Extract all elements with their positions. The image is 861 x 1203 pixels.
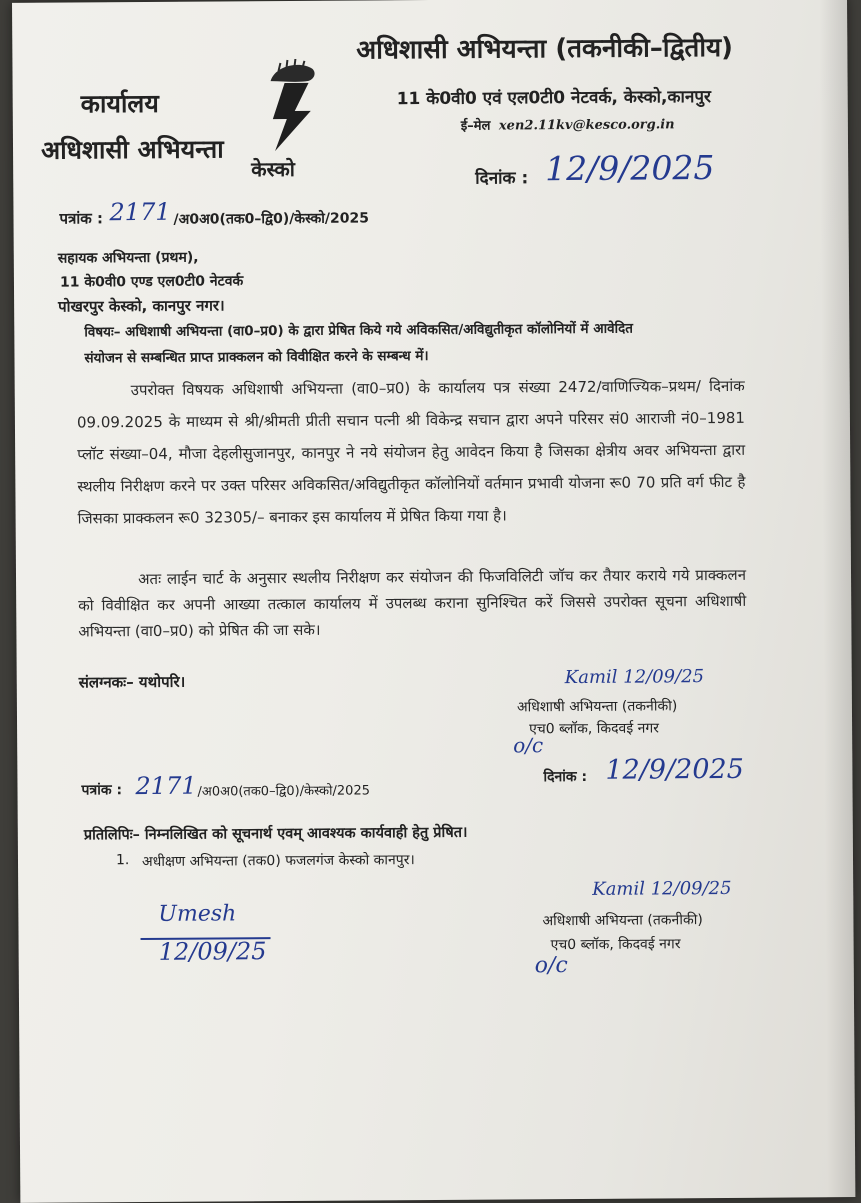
office-label: कार्यालय <box>80 88 159 119</box>
email-address: xen2.11kv@kesco.org.in <box>498 117 675 134</box>
copy-item-number: 1. <box>115 852 130 869</box>
signature-2-initials: o/c <box>534 953 568 979</box>
signature-1-initials: o/c <box>513 733 544 758</box>
network-line: 11 के0वी0 एवं एल0टी0 नेटवर्क, केस्को,कानपुर <box>396 87 712 110</box>
subject-line-2: संयोजन से सम्बन्धित प्राप्त प्राक्कलन को विवीक्षित करने के सम्बन्ध में। <box>84 348 429 367</box>
reference-suffix: /अ0अ0(तक0–द्वि0)/केस्को/2025 <box>173 210 370 228</box>
date-value: 12/9/2025 <box>545 148 715 189</box>
email-line <box>461 114 675 133</box>
reference-2-number: 2171 <box>135 771 197 801</box>
body-paragraph-2: अतः लाईन चार्ट के अनुसार स्थलीय निरीक्षण कर संयोजन की फिजविलिटी जॉच कर तैयार कराये गये प्राक्कलन को विवीक्षित कर अपनी आख्या तत्काल कार्यालय में उपलब्ध कराना सुनिश्चित करें जिससे उपरोक्त सूचना अधिशाषी अभियन्ता (वा0–प्र0) को प्रेषित की जा सके। <box>78 565 747 641</box>
signature-2-handwriting: Kamil 12/09/25 <box>592 877 732 900</box>
signature-1-handwriting: Kamil 12/09/25 <box>564 666 705 689</box>
designation-heading: अधिशासी अभियन्ता (तकनीकी–द्वितीय) <box>356 32 734 66</box>
reference-label: पत्रांक : <box>59 209 104 228</box>
addressee-line-2: 11 के0वी0 एण्ड एल0टी0 नेटवर्क <box>59 273 244 291</box>
letter-page <box>12 0 855 1203</box>
signature-2-address: एच0 ब्लॉक, किदवई नगर <box>550 936 681 954</box>
office-title: अधिशासी अभियन्ता <box>40 134 224 165</box>
body-paragraph-1: उपरोक्त विषयक अधिशाषी अभियन्ता (वा0–प्र0) के कार्यालय पत्र संख्या 2472/वाणिज्यिक–प्रथम/ दिनांक 09.09.2025 के माध्यम से श्री/श्रीमती प्रीती सचान पत्नी श्री विकेन्द्र सचान द्वारा अपने परिसर सं0 आराजी नं0–1981 प्लॉट संख्या–04, मौजा देहलीसुजानपुर, कानपुर ने नये संयोजन हेतु आवेदन किया है जिसका क्षेत्रीय अवर अभियन्ता द्वारा स्थलीय निरीक्षण करने पर उक्त परिसर अविकसित/अविद्युतीकृत कॉलोनियों वर्तमान प्रभावी योजना रू0 70 प्रति वर्ग फीट है जिसका प्राक्कलन रू0 32305/– बनाकर इस कार्यालय में प्रेषित किया गया है। <box>76 376 746 528</box>
date-2-label: दिनांक : <box>543 768 588 786</box>
copy-heading: प्रतिलिपिः– निम्नलिखित को सूचनार्थ एवम् आवश्यक कार्यवाही हेतु प्रेषित। <box>83 824 468 844</box>
addressee-line-3: पोखरपुर केस्को, कानपुर नगर। <box>58 296 225 316</box>
signature-2-designation: अधिशाषी अभियन्ता (तकनीकी) <box>542 912 703 930</box>
date-2-value: 12/9/2025 <box>605 753 744 786</box>
signature-1-address: एच0 ब्लॉक, किदवई नगर <box>529 720 660 738</box>
date-label: दिनांक : <box>475 168 529 189</box>
copy-item-1: अधीक्षण अभियन्ता (तक0) फजलगंज केस्को कानपुर। <box>141 852 415 871</box>
receipt-date: 12/09/25 <box>158 937 267 966</box>
email-label: ई–मेल <box>460 118 491 134</box>
reference-number: 2171 <box>109 197 171 227</box>
addressee-line-1: सहायक अभियन्ता (प्रथम), <box>57 249 199 267</box>
subject-line-1: विषयः– अधिशाषी अभियन्ता (वा0–प्र0) के द्वारा प्रेषित किये गये अविकसित/अविद्युतीकृत कॉलोनियों में आवेदित <box>84 320 634 341</box>
reference-2-label: पत्रांक : <box>81 782 123 799</box>
page-shadow <box>819 0 855 1197</box>
reference-2-suffix: /अ0अ0(तक0–द्वि0)/केस्को/2025 <box>197 783 371 800</box>
receipt-signature: Umesh <box>158 901 237 927</box>
enclosure-line: संलग्नकः– यथोपरि। <box>78 672 186 692</box>
kesco-logo-icon <box>250 59 341 160</box>
logo-text: केस्को <box>251 156 295 182</box>
signature-1-designation: अधिशाषी अभियन्ता (तकनीकी) <box>516 698 678 716</box>
